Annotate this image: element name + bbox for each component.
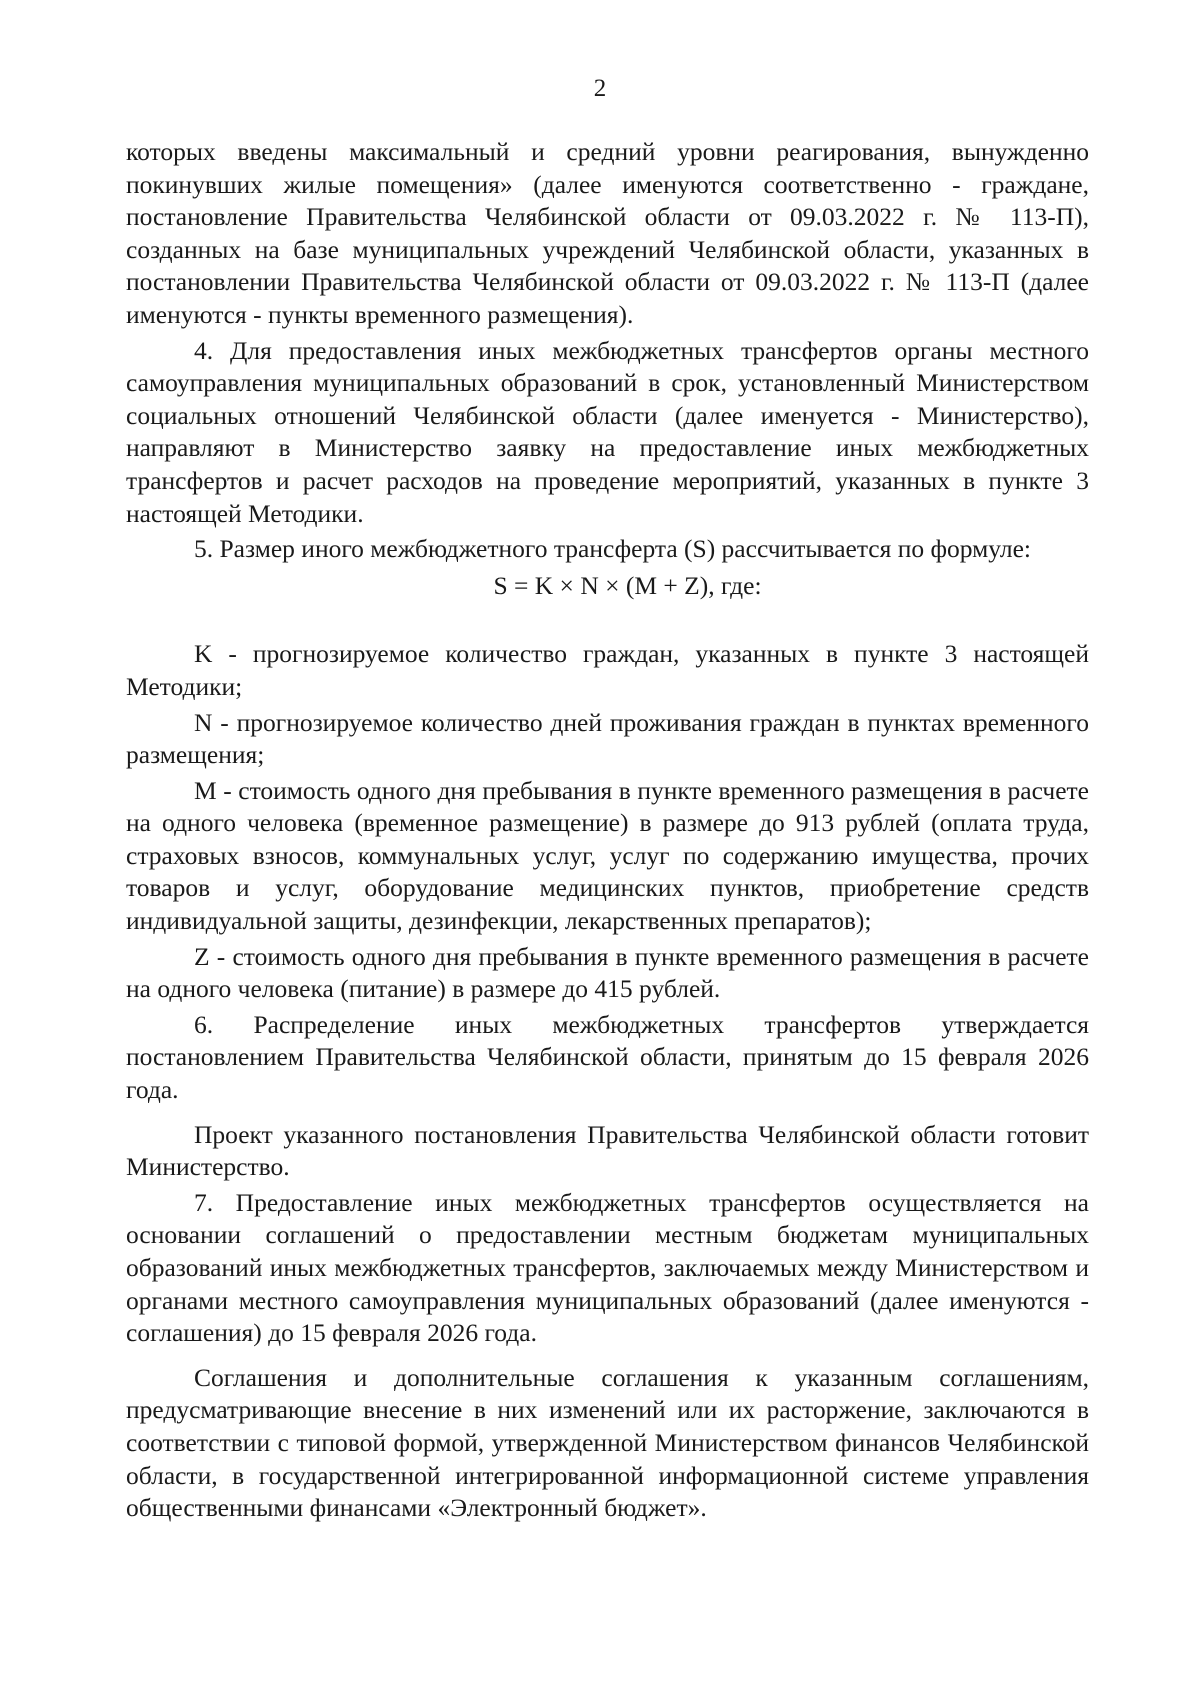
page-number: 2 xyxy=(593,75,607,102)
definition-z: Z - стоимость одного дня пребывания в пункте временного размещения в расчете на одного человека (питание) в размере до 415 рублей. xyxy=(126,941,1089,1004)
paragraph-7: 7. Предоставление иных межбюджетных трансфертов осуществляется на основании соглашений о предоставлении местным бюджетам муниципальных образований иных межбюджетных трансфертов, заключаемых между Министерством и органами местного самоуправления муниципальных образований (далее именуются - соглашения) до 15 февраля 2026 года. xyxy=(126,1187,1089,1348)
definition-m: M - стоимость одного дня пребывания в пункте временного размещения в расчете на одного человека (временное размещение) в размере до 913 рублей (оплата труда, страховых взносов, коммунальных услуг, услуг по содержанию имущества, прочих товаров и услуг, оборудование медицинских пунктов, приобретение средств индивидуальной защиты, дезинфекции, лекарственных препаратов); xyxy=(126,775,1089,936)
document-body xyxy=(126,136,1089,1525)
definition-n: N - прогнозируемое количество дней проживания граждан в пунктах временного размещения; xyxy=(126,707,1089,770)
paragraph-6-project: Проект указанного постановления Правительства Челябинской области готовит Министерство. xyxy=(126,1119,1089,1182)
paragraph-7-agreements: Соглашения и дополнительные соглашения к указанным соглашениям, предусматривающие внесение в них изменений или их расторжение, заключаются в соответствии с типовой формой, утвержденной Министерством финансов Челябинской области, в государственной интегрированной информационной системе управления общественными финансами «Электронный бюджет». xyxy=(126,1362,1089,1523)
paragraph-continuation: которых введены максимальный и средний уровни реагирования, вынужденно покинувших жилые помещения» (далее именуются соответственно - граждане, постановление Правительства Челябинской области от 09.03.2022 г. № 113-П), созданных на базе муниципальных учреждений Челябинской области, указанных в постановлении Правительства Челябинской области от 09.03.2022 г. № 113-П (далее именуются - пункты временного размещения). xyxy=(126,137,1089,329)
paragraph-6: 6. Распределение иных межбюджетных трансфертов утверждается постановлением Правительства Челябинской области, принятым до 15 февраля 2026 года. xyxy=(126,1009,1089,1105)
paragraph-5: 5. Размер иного межбюджетного трансферта (S) рассчитывается по формуле: xyxy=(194,534,1032,564)
paragraph-4: 4. Для предоставления иных межбюджетных трансфертов органы местного самоуправления муниципальных образований в срок, установленный Министерством социальных отношений Челябинской области (далее именуется - Министерство), направляют в Министерство заявку на предоставление иных межбюджетных трансфертов и расчет расходов на проведение мероприятий, указанных в пункте 3 настоящей Методики. xyxy=(126,335,1089,528)
definition-k: K - прогнозируемое количество граждан, указанных в пункте 3 настоящей Методики; xyxy=(126,639,1089,701)
formula: S = K × N × (M + Z), где: xyxy=(493,570,762,600)
